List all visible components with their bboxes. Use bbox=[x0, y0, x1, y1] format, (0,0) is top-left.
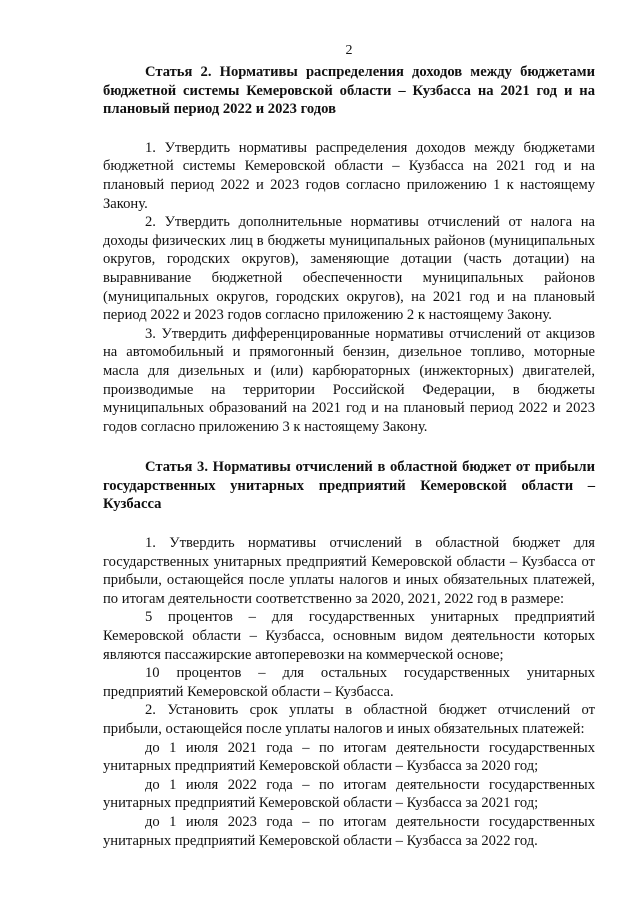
article-3-paragraph-4: 2. Установить срок уплаты в областной бюджет отчислений от прибыли, остающейся после уплаты налогов и иных обязательных платежей: bbox=[103, 702, 595, 737]
article-2-paragraph-2: 2. Утвердить дополнительные нормативы отчислений от налога на доходы физических лиц в бюджеты муниципальных районов (муниципальных округов, городских округов), заменяющие дотации (часть дотации) на выравнивание бюджетной обеспеченности муниципальных районов (муниципальных округов, городских округов), на 2021 год и на плановый период 2022 и 2023 годов согласно приложению 2 к настоящему Закону. bbox=[103, 214, 595, 324]
article-3-paragraph-2: 5 процентов – для государственных унитарных предприятий Кемеровской области – Кузбасса, основным видом деятельности которых являются пассажирские автоперевозки на коммерческой основе; bbox=[103, 609, 595, 663]
article-3-paragraph-5: до 1 июля 2021 года – по итогам деятельности государственных унитарных предприятий Кемеровской области – Кузбасса за 2020 год; bbox=[103, 739, 595, 775]
spacer bbox=[103, 436, 595, 458]
page-number: 2 bbox=[345, 43, 353, 58]
article-2-heading: Статья 2. Нормативы распределения доходов между бюджетами бюджетной системы Кемеровской области – Кузбасса на 2021 год и на плановый период 2022 и 2023 годов bbox=[103, 64, 595, 118]
document-page bbox=[103, 42, 595, 850]
spacer bbox=[103, 514, 595, 534]
article-3-paragraph-6: до 1 июля 2022 года – по итогам деятельности государственных унитарных предприятий Кемеровской области – Кузбасса за 2021 год; bbox=[103, 776, 595, 812]
article-3-paragraph-1: 1. Утвердить нормативы отчислений в областной бюджет для государственных унитарных предприятий Кемеровской области – Кузбасса от прибыли, остающейся после уплаты налогов и иных обязательных платежей, по итогам деятельности соответственно за 2020, 2021, 2022 год в размере: bbox=[103, 535, 595, 607]
article-3-heading: Статья 3. Нормативы отчислений в областной бюджет от прибыли государственных унитарных предприятий Кемеровской области – Кузбасса bbox=[103, 459, 595, 513]
article-2-paragraph-3: 3. Утвердить дифференцированные нормативы отчислений от акцизов на автомобильный и прямогонный бензин, дизельное топливо, моторные масла для дизельных и (или) карбюраторных (инжекторных) двигателей, производимые на территории Российской Федерации, в бюджеты муниципальных образований на 2021 год и на плановый период 2022 и 2023 годов согласно приложению 3 к настоящему Закону. bbox=[103, 325, 595, 435]
article-3-paragraph-3: 10 процентов – для остальных государственных унитарных предприятий Кемеровской области – Кузбасса. bbox=[103, 665, 595, 700]
article-3-paragraph-7: до 1 июля 2023 года – по итогам деятельности государственных унитарных предприятий Кемеровской области – Кузбасса за 2022 год. bbox=[103, 813, 595, 849]
spacer bbox=[103, 119, 595, 139]
article-2-paragraph-1: 1. Утвердить нормативы распределения доходов между бюджетами бюджетной системы Кемеровской области – Кузбасса на 2021 год и на плановый период 2022 и 2023 годов согласно приложению 1 к настоящему Закону. bbox=[103, 139, 595, 212]
